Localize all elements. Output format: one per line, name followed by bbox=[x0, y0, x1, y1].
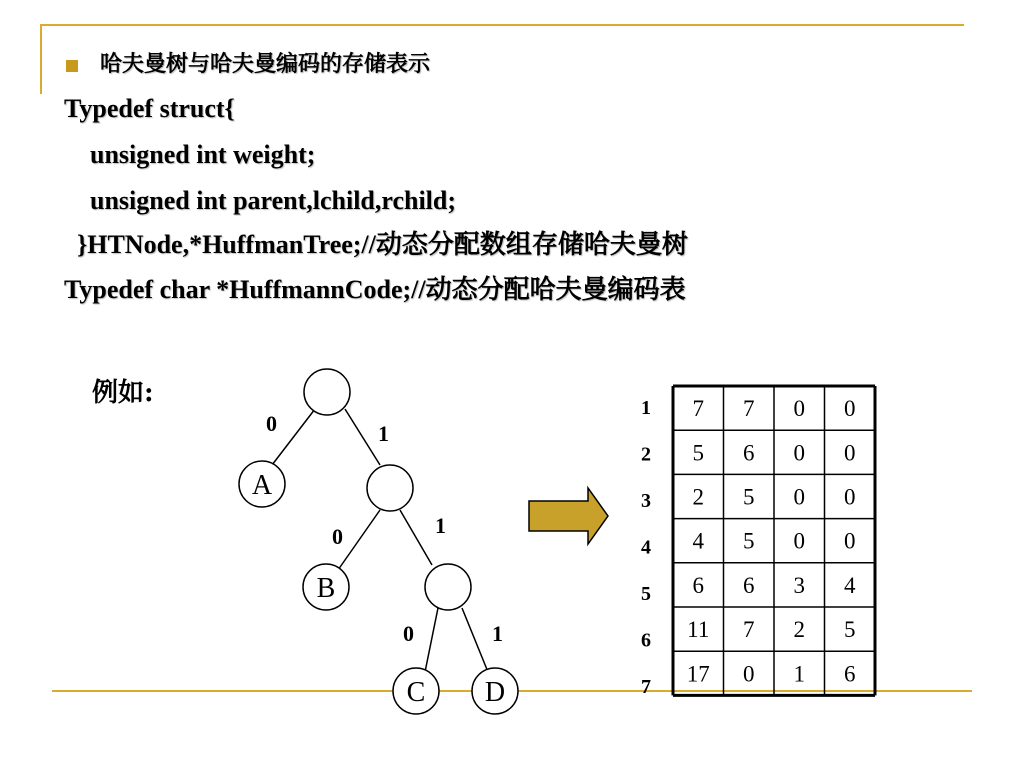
table-cell: 3 bbox=[793, 572, 805, 598]
table-cell: 0 bbox=[793, 528, 805, 554]
table-cell: 0 bbox=[844, 528, 856, 554]
table-row-index: 6 bbox=[641, 629, 651, 652]
table-cell: 6 bbox=[743, 572, 755, 598]
table-cell: 0 bbox=[793, 396, 805, 422]
table-cell: 11 bbox=[687, 617, 710, 643]
code-line-1: Typedef struct{ bbox=[64, 94, 235, 123]
edge-n2-b bbox=[338, 510, 380, 570]
code-line-5: Typedef char *HuffmannCode;//动态分配哈夫曼编码表 bbox=[64, 275, 686, 304]
table-cell: 7 bbox=[743, 396, 755, 422]
table-cell: 0 bbox=[844, 440, 856, 466]
code-line-2: unsigned int weight; bbox=[64, 140, 316, 169]
leaf-label-d: D bbox=[484, 677, 506, 708]
table-cell: 7 bbox=[743, 617, 755, 643]
storage-table bbox=[641, 386, 875, 698]
table-row-index: 3 bbox=[641, 490, 651, 512]
tree-node-internal bbox=[425, 564, 471, 610]
table-row-index: 2 bbox=[641, 443, 651, 466]
table-cell: 1 bbox=[793, 661, 805, 687]
table-cell: 5 bbox=[743, 528, 755, 554]
table-cell: 2 bbox=[692, 484, 704, 510]
edge-root-n2 bbox=[345, 409, 380, 465]
edge-label: 0 bbox=[266, 411, 277, 436]
edge-label: 1 bbox=[492, 621, 503, 646]
right-arrow-icon bbox=[529, 488, 608, 544]
example-label: 例如: bbox=[92, 378, 154, 408]
edge-label: 1 bbox=[435, 513, 446, 538]
slide-title: 哈夫曼树与哈夫曼编码的存储表示 bbox=[100, 52, 431, 77]
leaf-label-c: C bbox=[406, 677, 426, 708]
edge-label: 0 bbox=[403, 621, 414, 646]
edge-label: 0 bbox=[332, 524, 343, 549]
table-cell: 0 bbox=[793, 484, 805, 510]
table-cell: 4 bbox=[844, 572, 856, 598]
table-cell: 4 bbox=[692, 528, 704, 554]
tree-edges bbox=[272, 409, 488, 672]
tree-node-root bbox=[304, 369, 350, 415]
table-cell: 0 bbox=[844, 484, 856, 510]
tree-node-internal bbox=[367, 465, 413, 511]
edge-n3-c bbox=[425, 608, 438, 672]
table-cell: 6 bbox=[743, 440, 755, 466]
code-line-4: }HTNode,*HuffmanTree;//动态分配数组存储哈夫曼树 bbox=[64, 230, 688, 259]
edge-n2-n3 bbox=[400, 510, 432, 565]
table-row-index: 5 bbox=[641, 583, 651, 605]
edge-n3-d bbox=[462, 608, 488, 672]
table-row-index: 4 bbox=[641, 536, 651, 559]
code-line-3: unsigned int parent,lchild,rchild; bbox=[64, 186, 457, 215]
table-cell: 5 bbox=[692, 440, 704, 466]
table-cell: 0 bbox=[793, 440, 805, 466]
table-row-index: 1 bbox=[641, 397, 651, 419]
table-cell: 5 bbox=[844, 617, 856, 643]
edge-label: 1 bbox=[378, 421, 389, 446]
table-cell: 6 bbox=[844, 661, 856, 687]
table-cell: 2 bbox=[793, 617, 805, 643]
table-cell: 0 bbox=[844, 396, 856, 422]
table-cell: 6 bbox=[692, 572, 704, 598]
table-cell: 17 bbox=[686, 661, 710, 687]
edge-root-a bbox=[272, 409, 315, 465]
table-row-index: 7 bbox=[641, 676, 651, 698]
table-cell: 0 bbox=[743, 661, 755, 687]
table-cell: 5 bbox=[743, 484, 755, 510]
table-cell: 7 bbox=[692, 396, 704, 422]
leaf-label-a: A bbox=[251, 470, 273, 501]
leaf-label-b: B bbox=[316, 573, 336, 604]
